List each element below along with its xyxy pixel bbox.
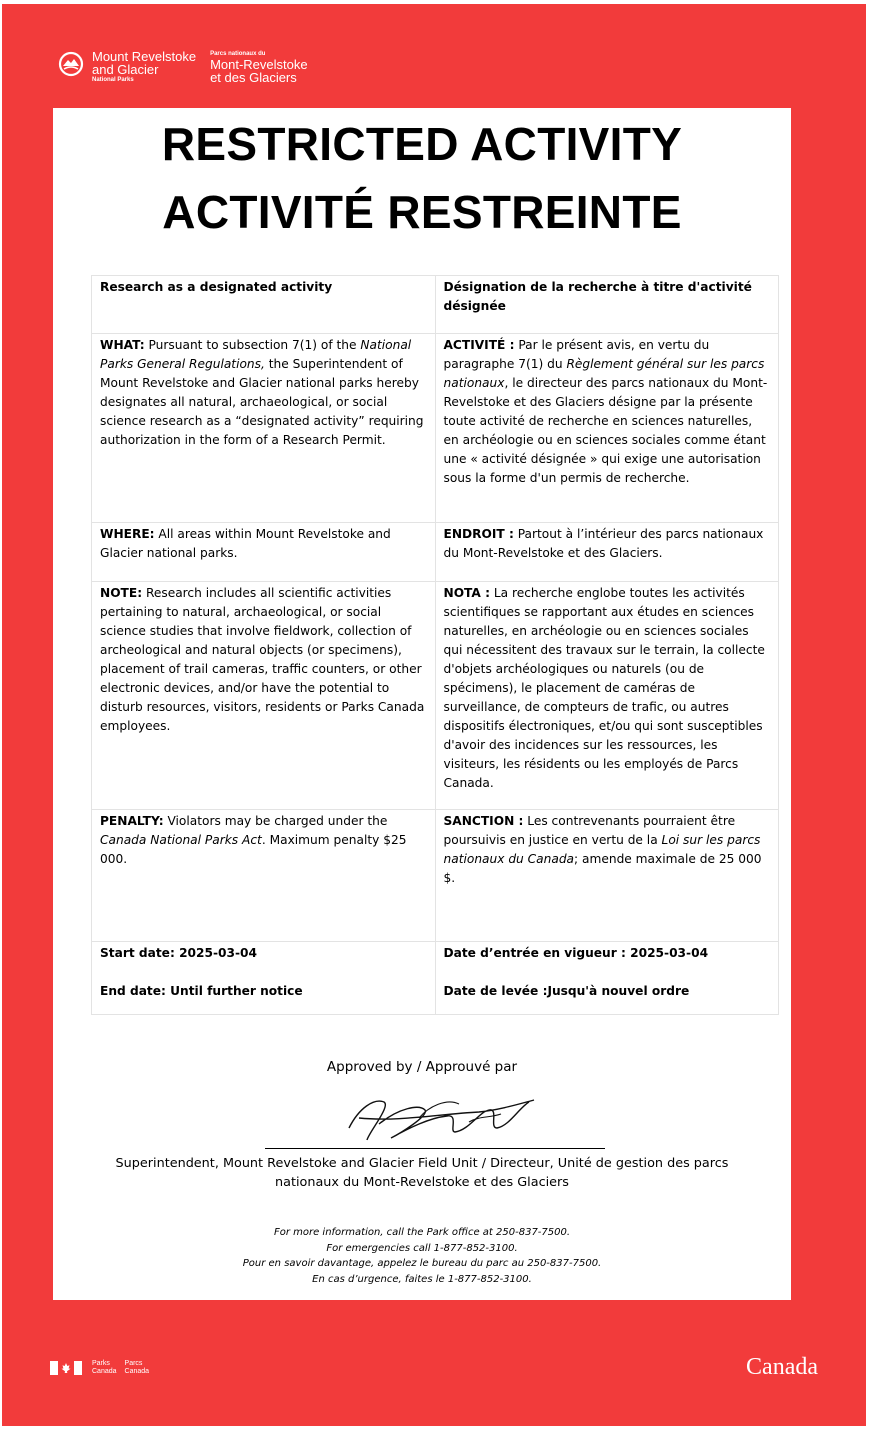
penalty-fr-cell [435, 810, 779, 942]
canada-flag-icon [50, 1361, 82, 1375]
notice-table [91, 275, 779, 1015]
title-french: ACTIVITÉ RESTREINTE [162, 186, 682, 238]
parks-en-line2: Canada [92, 1367, 117, 1375]
park-brand [58, 50, 308, 84]
note-en-cell [92, 582, 436, 810]
what-label-fr: ACTIVITÉ : [443, 338, 515, 352]
parks-canada-signature [50, 1360, 157, 1375]
note-fr-text: La recherche englobe toutes les activités scientifiques se rapportant aux études en sciences naturelles, en archéologie ou en sciences sociales qui nécessitent des travaux sur le terrain, la collecte d'objets archéologiques ou naturels (ou de spécimens), le placement de caméras de surveillance, de compteurs de trafic, ou autres dispositifs électroniques, et/ou qui sont susceptibles d'avoir des incidences sur les ressources, les visiteurs, les résidents ou les employés de Parcs Canada. [443, 586, 765, 790]
what-en-text-2: the Superintendent of Mount Revelstoke and Glacier national parks hereby designates all natural, archaeological, or social science research as a “designated activity” requiring authorization in the form of a Research Permit. [100, 357, 424, 447]
contact-line-2: For emergencies call 1-877-852-3100. [326, 1242, 518, 1254]
dates-fr-cell [435, 942, 779, 1015]
start-date-fr: Date d’entrée en vigueur : 2025-03-04 [443, 946, 709, 960]
what-en-cell [92, 334, 436, 523]
penalty-en-text-1: Violators may be charged under the [163, 814, 388, 828]
brand-english [92, 50, 196, 84]
start-date-en: Start date: 2025-03-04 [100, 946, 258, 960]
brand-fr-line2: et des Glaciers [210, 70, 297, 85]
where-label-fr: ENDROIT : [443, 527, 514, 541]
parks-canada-en [92, 1360, 117, 1375]
where-fr-cell [435, 523, 779, 582]
end-date-fr: Date de levée :Jusqu'à nouvel ordre [443, 984, 690, 998]
penalty-en-cell [92, 810, 436, 942]
table-row-heading [92, 276, 779, 334]
table-row-dates [92, 942, 779, 1015]
heading-fr-cell [435, 276, 779, 334]
heading-en-cell [92, 276, 436, 334]
canada-wordmark: Canada [746, 1354, 818, 1380]
note-label-en: NOTE: [100, 586, 143, 600]
heading-fr: Désignation de la recherche à titre d'activité désignée [443, 280, 752, 313]
approved-by: Approved by / Approuvé par [326, 1059, 518, 1075]
where-label-en: WHERE: [100, 527, 155, 541]
contact-line-4: En cas d’urgence, faites le 1-877-852-3100. [312, 1273, 532, 1285]
parks-en-line1: Parks [92, 1360, 110, 1367]
penalty-fr-text-1: Les contrevenants pourraient être poursuivis en justice en vertu de la [443, 814, 736, 847]
contact-line-3: Pour en savoir davantage, appelez le bureau du parc au 250-837-7500. [242, 1258, 602, 1269]
end-date-en: End date: Until further notice [100, 984, 303, 998]
table-row-what [92, 334, 779, 523]
parks-fr-line2: Canada [124, 1367, 150, 1375]
brand-fr-small: Parcs nationaux du [210, 51, 266, 57]
brand-en-line2: and Glacier [92, 62, 159, 77]
where-en-cell [92, 523, 436, 582]
contact-info [53, 1225, 791, 1287]
table-row-where [92, 523, 779, 582]
what-en-text-1: Pursuant to subsection 7(1) of the [144, 338, 361, 352]
note-label-fr: NOTA : [443, 586, 490, 600]
what-label-en: WHAT: [100, 338, 145, 352]
table-row-penalty [92, 810, 779, 942]
penalty-label-fr: SANCTION : [443, 814, 524, 828]
penalty-en-italic: Canada National Parks Act [100, 833, 262, 847]
date-spacer [444, 963, 771, 982]
what-fr-cell [435, 334, 779, 523]
signature-line [265, 1148, 605, 1149]
penalty-en-text-2: . Maximum penalty $25 000. [100, 833, 407, 866]
what-fr-italic: Règlement général sur les parcs nationaux [443, 357, 765, 390]
brand-french [210, 50, 308, 84]
notice-sheet [53, 108, 791, 1300]
penalty-label-en: PENALTY: [100, 814, 164, 828]
brand-en-small: National Parks [92, 77, 134, 83]
contact-line-1: For more information, call the Park office at 250-837-7500. [273, 1227, 571, 1238]
dates-en-cell [92, 942, 436, 1015]
what-fr-text-1: Par le présent avis, en vertu du paragraphe 7(1) du [443, 338, 710, 371]
title-english: RESTRICTED ACTIVITY [161, 118, 683, 170]
brand-en-line1: Mount Revelstoke [92, 49, 197, 64]
table-row-note [92, 582, 779, 810]
heading-en: Research as a designated activity [100, 280, 333, 294]
signature-image [329, 1088, 539, 1146]
parks-fr-line1: Parcs [124, 1360, 143, 1367]
parks-canada-fr [125, 1360, 150, 1375]
note-en-text: Research includes all scientific activities pertaining to natural, archaeological, or social science studies that involve fieldwork, collection of archeological and natural objects (or specimens), placement of trail cameras, traffic counters, or other electronic devices, and/or have the potential to disturb resources, visitors, residents or Parks Canada employees. [100, 586, 425, 733]
signatory-title: Superintendent, Mount Revelstoke and Glacier Field Unit / Directeur, Unité de gestion des parcs nationaux du Mont-Revelstoke et des Glaciers [115, 1156, 729, 1190]
brand-fr-line1: Mont-Revelstoke [210, 57, 308, 72]
note-fr-cell [435, 582, 779, 810]
penalty-fr-italic: Loi sur les parcs nationaux du Canada [443, 833, 761, 866]
date-spacer [100, 963, 427, 982]
park-logo-icon [58, 51, 84, 77]
what-fr-text-2: , le directeur des parcs nationaux du Mont-Revelstoke et des Glaciers désigne par la présente toute activité de recherche en sciences naturelles, en archéologie ou en sciences sociales comme étant une « activité désignée » qui exige une autorisation sous la forme d'un permis de recherche. [443, 376, 768, 485]
where-en-text: All areas within Mount Revelstoke and Glacier national parks. [100, 527, 391, 560]
where-fr-text: Partout à l’intérieur des parcs nationaux du Mont-Revelstoke et des Glaciers. [443, 527, 764, 560]
penalty-fr-text-2: ; amende maximale de 25 000 $. [443, 852, 762, 885]
what-en-italic: National Parks General Regulations, [100, 338, 412, 371]
